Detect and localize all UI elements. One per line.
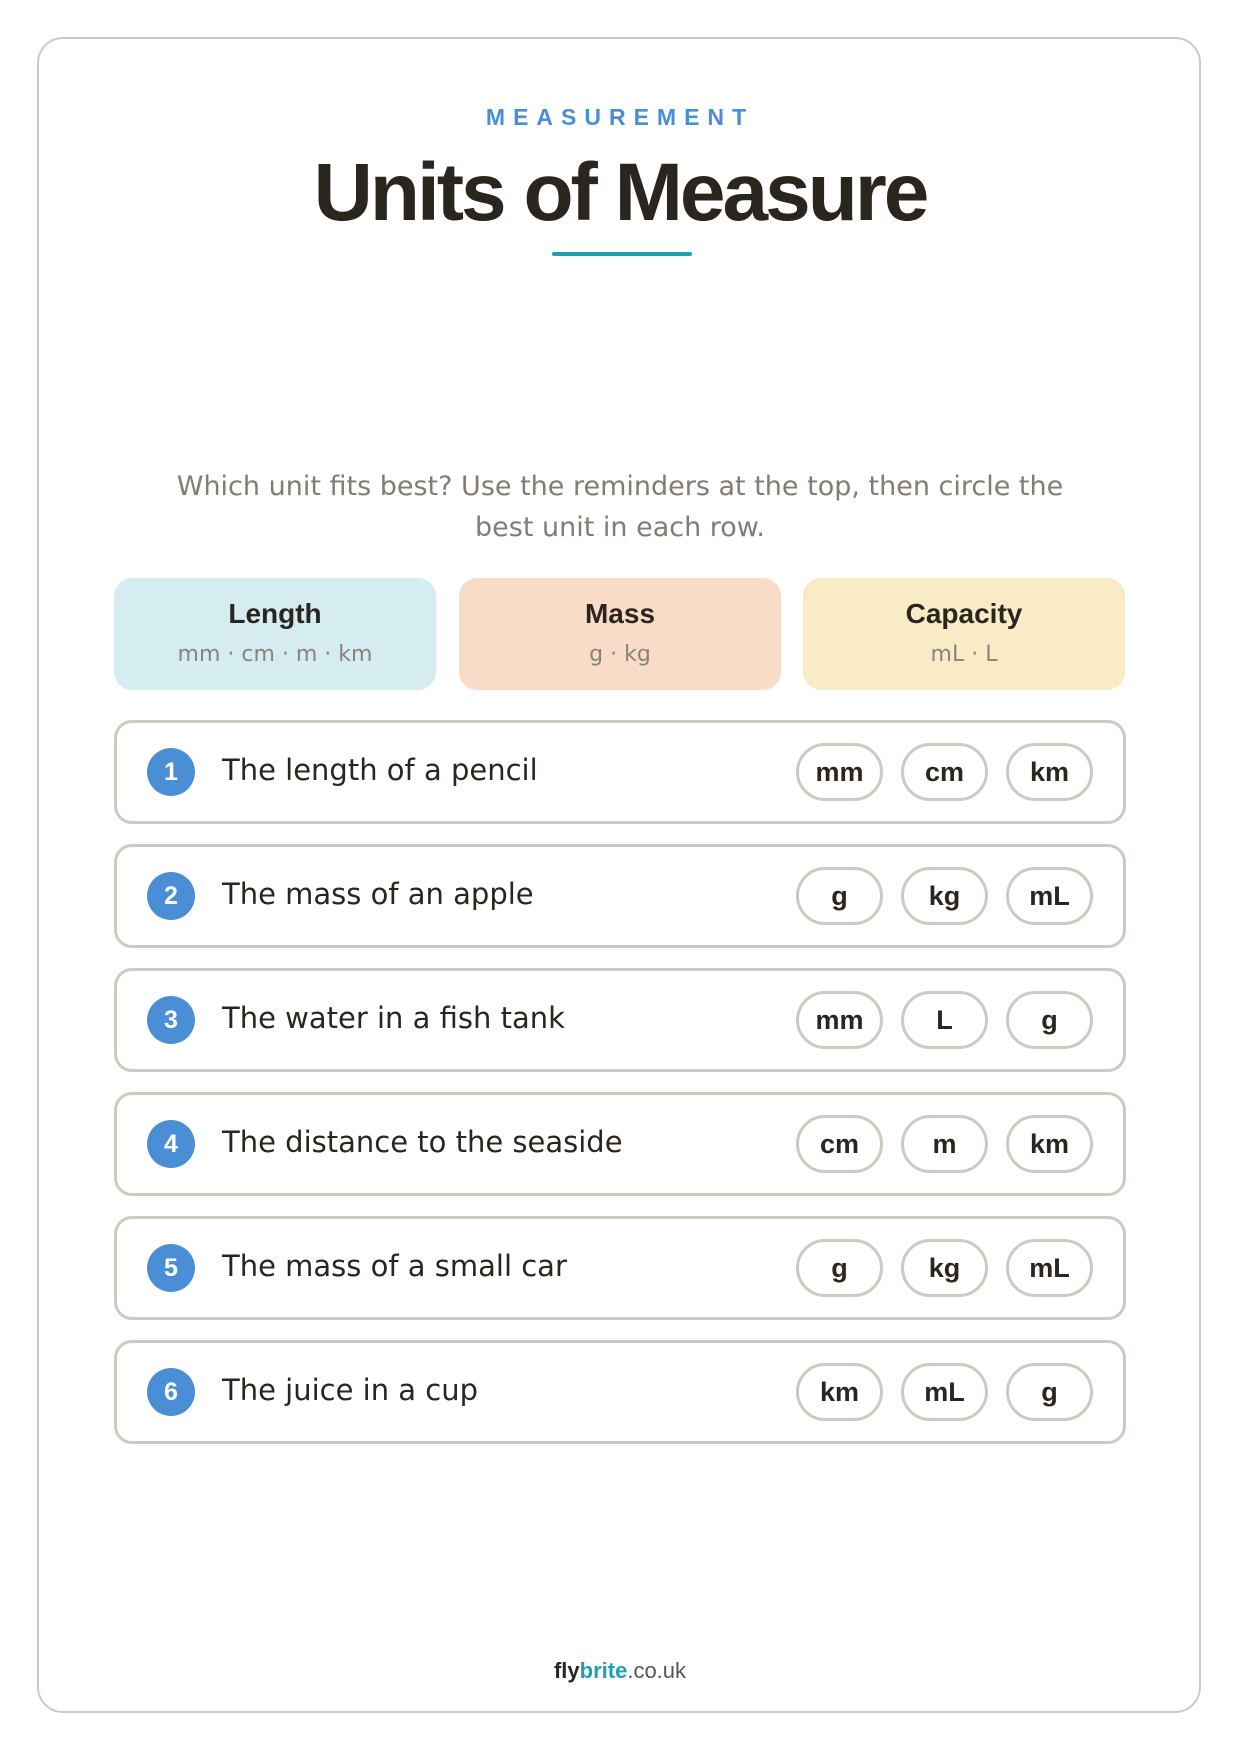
unit-option[interactable]: mL [901,1363,988,1421]
section-eyebrow: MEASUREMENT [485,104,755,130]
reference-card-units: mm · cm · m · km [177,642,373,667]
unit-options [796,1239,1093,1297]
question-text: The juice in a cup [222,1373,479,1407]
reference-card-length [114,578,436,690]
unit-option[interactable]: L [901,991,988,1049]
question-number-badge: 2 [147,872,195,920]
unit-option[interactable]: g [1006,1363,1093,1421]
unit-option[interactable]: kg [901,867,988,925]
page-title: Units of Measure [313,147,927,238]
question-row [114,720,1126,824]
question-number-badge: 1 [147,748,195,796]
reference-card-name: Mass [584,598,656,629]
brand-domain: .co.uk [627,1658,687,1683]
question-number-badge: 4 [147,1120,195,1168]
unit-option[interactable]: g [1006,991,1093,1049]
question-row [114,844,1126,948]
question-number-badge: 6 [147,1368,195,1416]
brand-name-part: brite [579,1658,628,1683]
reference-card-name: Capacity [905,598,1023,629]
unit-option[interactable]: m [901,1115,988,1173]
instructions-text: Which unit fits best? Use the reminders at the top, then circle the best unit in each row. [176,471,1064,543]
unit-options [796,991,1093,1049]
reference-card-capacity [803,578,1125,690]
reference-card-units: g · kg [589,642,651,667]
question-row [114,1340,1126,1444]
question-text: The mass of an apple [222,877,534,911]
question-text: The distance to the seaside [222,1125,623,1159]
unit-option[interactable]: g [796,1239,883,1297]
unit-option[interactable]: mL [1006,1239,1093,1297]
unit-options [796,1363,1093,1421]
unit-option[interactable]: g [796,867,883,925]
unit-option[interactable]: mm [796,743,883,801]
unit-option[interactable]: mm [796,991,883,1049]
unit-options [796,1115,1093,1173]
question-number-badge: 3 [147,996,195,1044]
unit-option[interactable]: kg [901,1239,988,1297]
question-text: The mass of a small car [222,1249,567,1283]
unit-option[interactable]: cm [901,743,988,801]
question-row [114,968,1126,1072]
brand-name-part: fly [553,1658,580,1683]
question-text: The length of a pencil [222,753,538,787]
question-row [114,1216,1126,1320]
question-number-badge: 5 [147,1244,195,1292]
reference-card-units: mL · L [930,642,998,667]
unit-option[interactable]: km [796,1363,883,1421]
brand-footer [0,1658,1240,1684]
question-row [114,1092,1126,1196]
unit-options [796,867,1093,925]
unit-option[interactable]: cm [796,1115,883,1173]
reference-card-mass [459,578,781,690]
unit-option[interactable]: km [1006,743,1093,801]
title-underline [552,252,692,256]
unit-option[interactable]: mL [1006,867,1093,925]
unit-option[interactable]: km [1006,1115,1093,1173]
reference-card-name: Length [228,598,322,629]
unit-options [796,743,1093,801]
question-text: The water in a fish tank [222,1001,565,1035]
